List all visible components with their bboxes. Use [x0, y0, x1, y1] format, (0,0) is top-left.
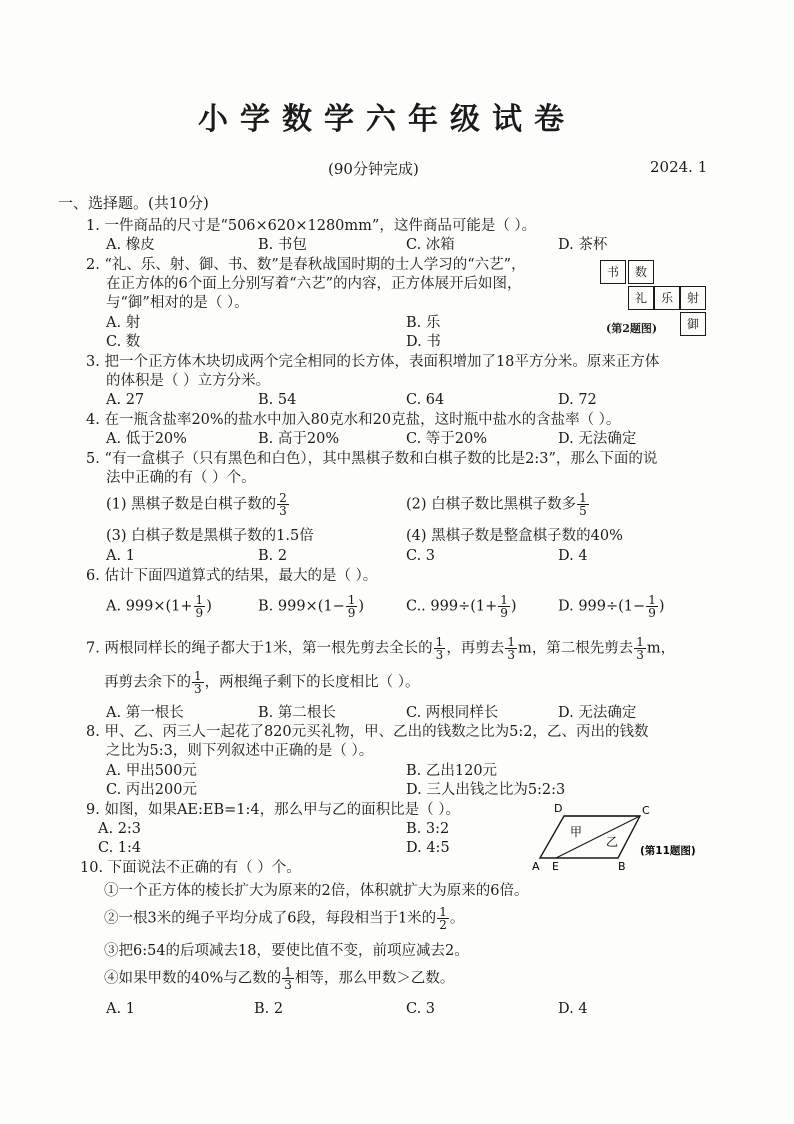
q5-statement-4: (4) 黑棋子数是整盒棋子数的40% [406, 528, 623, 544]
fraction: $\frac{1}{3}$ [194, 669, 202, 696]
q5-stem-line2: 法中正确的有（ ）个。 [106, 470, 256, 486]
q2-option-b: B. 乐 [406, 315, 441, 331]
q4-option-b: B. 高于20% [258, 431, 340, 447]
net-cell: 御 [680, 312, 706, 336]
q8-stem-line1: 8. 甲、乙、丙三人一起花了820元买礼物，甲、乙出的钱数之比为5:2，乙、丙出的钱数 [86, 724, 649, 740]
q6-option-b: B. 999×(1− $\frac{1}{9}$ ) [258, 593, 365, 620]
q6-option-d: D. 999÷(1− $\frac{1}{9}$ ) [558, 593, 665, 620]
q2-stem-line3: 与“御”相对的是（ ）。 [106, 295, 249, 311]
q5-option-b: B. 2 [258, 548, 288, 564]
q9-option-a: A. 2:3 [98, 821, 142, 837]
q2-option-c: C. 数 [106, 334, 141, 350]
q5-statement-1 [106, 492, 290, 517]
q7-option-d: D. 无法确定 [558, 705, 637, 721]
q5-option-c: C. 3 [406, 548, 436, 564]
q2-option-a: A. 射 [106, 315, 141, 331]
q6-option-c: C.. 999÷(1+ $\frac{1}{9}$ ) [406, 593, 517, 620]
fraction: $\frac{1}{9}$ [500, 593, 508, 620]
q9-option-c: C. 1:4 [98, 840, 142, 856]
figure-caption: (第2题图) [606, 322, 658, 335]
q10-option-c: C. 3 [406, 1001, 436, 1017]
net-cell: 礼 [628, 286, 654, 310]
q3-option-d: D. 72 [558, 392, 597, 408]
q3-option-a: A. 27 [106, 392, 145, 408]
fraction: $\frac{1}{9}$ [347, 593, 356, 620]
q2-option-d: D. 书 [406, 334, 441, 350]
q5-stem-line1: 5. “有一盒棋子（只有黑色和白色），其中黑棋子数和白棋子数的比是2:3”，那么下面的说 [86, 451, 658, 467]
q7-option-b: B. 第二根长 [258, 705, 336, 721]
q6-stem: 6. 估计下面四道算式的结果，最大的是（ ）。 [86, 568, 378, 584]
q9-option-d: D. 4:5 [406, 840, 450, 856]
region-jia-label: 甲 [570, 825, 583, 839]
q3-option-c: C. 64 [406, 392, 445, 408]
statement-text: (1) 黑棋子数是白棋子数的 [106, 496, 277, 513]
q7-stem-line1: 7. 两根同样长的绳子都大于1米，第一根先剪去全长的 $\frac{1}{3}$ ，再剪去 $\frac{1}{3}$ m，第二根先剪去 $\frac{1}{3}$ m， [86, 635, 676, 662]
q10-stem: 10. 下面说法不正确的有（ ）个。 [80, 860, 301, 876]
fraction: $\frac{1}{3}$ [636, 635, 644, 662]
exam-date: 2024. 1 [650, 158, 708, 176]
q3-stem-line1: 3. 把一个正方体木块切成两个完全相同的长方体，表面积增加了18平方分米。原来正方体 [86, 354, 660, 370]
q4-option-a: A. 低于20% [106, 431, 187, 447]
q8-stem-line2: 之比为5:3，则下列叙述中正确的是（ ）。 [106, 743, 374, 759]
q10-statement-4: ④如果甲数的40%与乙数的 $\frac{1}{3}$ 相等，那么甲数＞乙数。 [104, 965, 455, 992]
q4-option-c: C. 等于20% [406, 431, 488, 447]
q1-option-b: B. 书包 [258, 237, 307, 253]
q8-option-d: D. 三人出钱之比为5:2:3 [406, 782, 566, 798]
q5-statement-2 [406, 492, 590, 517]
vertex-d-label: D [554, 802, 563, 815]
q8-option-b: B. 乙出120元 [406, 763, 498, 779]
q3-option-b: B. 54 [258, 392, 297, 408]
q5-option-a: A. 1 [106, 548, 135, 564]
q1-option-d: D. 茶杯 [558, 237, 608, 253]
q7-option-c: C. 两根同样长 [406, 705, 499, 721]
q7-option-a: A. 第一根长 [106, 705, 184, 721]
q10-statement-3: ③把6:54的后项减去18，要使比值不变，前项应减去2。 [104, 943, 469, 959]
fraction: $\frac{2}{3}$ [279, 491, 287, 518]
q7-stem-line2: 再剪去余下的 $\frac{1}{3}$ ，两根绳子剩下的长度相比（ ）。 [104, 669, 420, 696]
q4-option-d: D. 无法确定 [558, 431, 637, 447]
parallelogram-figure [528, 800, 718, 878]
q2-stem-line2: 在正方体的6个面上分别写着“六艺”的内容，正方体展开后如图， [106, 276, 522, 292]
vertex-b-label: B [618, 860, 626, 873]
q1-stem: 1. 一件商品的尺寸是“506×620×1280mm”，这件商品可能是（ ）。 [86, 218, 537, 234]
q10-option-d: D. 4 [558, 1001, 588, 1017]
point-e-label: E [552, 860, 559, 873]
q3-stem-line2: 的体积是（ ）立方分米。 [106, 373, 271, 389]
q2-stem-line1: 2. “礼、乐、射、御、书、数”是春秋战国时期的士人学习的“六艺”， [86, 257, 526, 273]
statement-text: (2) 白棋子数比黑棋子数多 [406, 496, 577, 513]
parallelogram-shape [540, 816, 640, 858]
duration-note: (90分钟完成) [328, 160, 419, 178]
q10-statement-1: ①一个正方体的棱长扩大为原来的2倍，体积就扩大为原来的6倍。 [104, 883, 529, 899]
q5-statement-3: (3) 白棋子数是黑棋子数的1.5倍 [106, 528, 314, 544]
region-yi-label: 乙 [606, 835, 619, 849]
vertex-a-label: A [532, 860, 540, 873]
fraction: $\frac{1}{2}$ [439, 905, 447, 932]
q8-option-a: A. 甲出500元 [106, 763, 197, 779]
page-title: 小学数学六年级试卷 [198, 102, 576, 137]
q6-option-a: A. 999×(1+ $\frac{1}{9}$ ) [106, 593, 212, 620]
q5-option-d: D. 4 [558, 548, 588, 564]
q8-option-c: C. 丙出200元 [106, 782, 197, 798]
fraction: $\frac{1}{3}$ [284, 965, 292, 992]
fraction: $\frac{1}{3}$ [435, 635, 444, 662]
section-heading: 一、选择题。(共10分) [58, 194, 209, 212]
net-cell: 乐 [654, 286, 680, 310]
vertex-c-label: C [642, 804, 650, 817]
q10-option-b: B. 2 [254, 1001, 284, 1017]
fraction: $\frac{1}{3}$ [507, 635, 515, 662]
q4-stem: 4. 在一瓶含盐率20%的盐水中加入80克水和20克盐，这时瓶中盐水的含盐率（ ）。 [86, 412, 621, 428]
q9-stem: 9. 如图，如果AE:EB=1:4，那么甲与乙的面积比是（ ）。 [86, 802, 460, 818]
fraction: $\frac{1}{5}$ [579, 491, 587, 518]
net-cell: 射 [680, 286, 706, 310]
net-cell: 数 [628, 260, 654, 284]
figure-caption: (第11题图) [640, 845, 696, 857]
fraction: $\frac{1}{9}$ [195, 593, 204, 620]
q1-option-c: C. 冰箱 [406, 237, 455, 253]
fraction: $\frac{1}{9}$ [648, 593, 656, 620]
q10-option-a: A. 1 [106, 1001, 135, 1017]
q10-statement-2: ②一根3米的绳子平均分成了6段，每段相当于1米的 $\frac{1}{2}$ 。 [104, 905, 465, 932]
q9-option-b: B. 3:2 [406, 821, 450, 837]
q1-option-a: A. 橡皮 [106, 237, 155, 253]
net-cell: 书 [600, 260, 626, 284]
diagonal-ec [556, 816, 640, 858]
